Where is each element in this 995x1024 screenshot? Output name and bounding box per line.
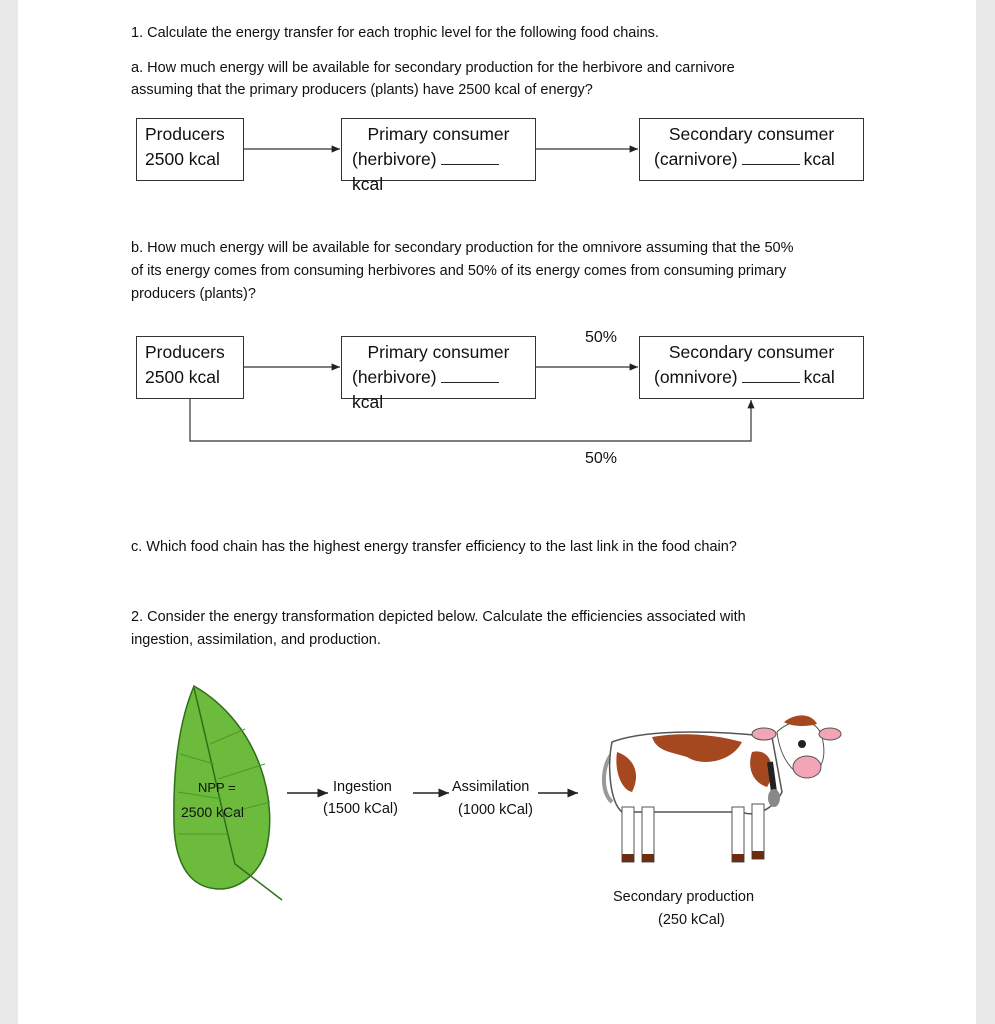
question-1a-text: a. How much energy will be available for secondary production for the herbivore and carnivore xyxy=(131,60,735,76)
producers-value: 2500 kcal xyxy=(145,367,220,387)
producers-box-b xyxy=(136,336,244,399)
ingestion-label: Ingestion xyxy=(333,779,392,795)
producers-label: Producers xyxy=(145,342,225,362)
secondary-production-value: (250 kCal) xyxy=(658,912,725,928)
primary-consumer-label: Primary consumer xyxy=(367,342,510,362)
carnivore-label: (carnivore) xyxy=(654,149,738,169)
question-2-text: 2. Consider the energy transformation depicted below. Calculate the efficiencies associated with xyxy=(131,609,746,625)
question-1a-text-2: assuming that the primary producers (plants) have 2500 kcal of energy? xyxy=(131,82,593,98)
assimilation-label: Assimilation xyxy=(452,779,530,795)
question-1b-text-2: of its energy comes from consuming herbivores and 50% of its energy comes from consuming primary xyxy=(131,263,787,279)
question-2-text-2: ingestion, assimilation, and production. xyxy=(131,632,381,648)
top-percent-label: 50% xyxy=(585,329,618,346)
answer-blank[interactable] xyxy=(441,368,499,383)
question-1b-text-3: producers (plants)? xyxy=(131,286,256,302)
unit-label: kcal xyxy=(352,174,384,194)
unit-label: kcal xyxy=(803,149,835,169)
bottom-percent-label: 50% xyxy=(585,450,618,467)
answer-blank[interactable] xyxy=(742,368,800,383)
question-1c-text: c. Which food chain has the highest energy transfer efficiency to the last link in the food chain? xyxy=(131,539,737,555)
omnivore-label: (omnivore) xyxy=(654,367,738,387)
producers-value: 2500 kcal xyxy=(145,149,220,169)
primary-consumer-label: Primary consumer xyxy=(367,124,510,144)
secondary-consumer-label: Secondary consumer xyxy=(668,342,835,362)
herbivore-label: (herbivore) xyxy=(352,149,437,169)
primary-consumer-box-b xyxy=(341,336,536,412)
secondary-consumer-label: Secondary consumer xyxy=(668,124,835,144)
question-1-title: 1. Calculate the energy transfer for each trophic level for the following food chains. xyxy=(131,25,659,41)
cow-icon xyxy=(592,712,842,882)
secondary-consumer-box-b xyxy=(639,336,864,399)
ingestion-value: (1500 kCal) xyxy=(323,801,398,817)
npp-value: 2500 kCal xyxy=(181,804,245,820)
producers-label: Producers xyxy=(145,124,225,144)
secondary-production-label: Secondary production xyxy=(613,889,755,905)
herbivore-label: (herbivore) xyxy=(352,367,437,387)
unit-label: kcal xyxy=(803,367,835,387)
question-1b-text: b. How much energy will be available for secondary production for the omnivore assuming that the 50% xyxy=(131,240,794,256)
assimilation-value: (1000 kCal) xyxy=(458,802,533,818)
unit-label: kcal xyxy=(352,392,384,412)
npp-label: NPP = xyxy=(198,780,236,795)
